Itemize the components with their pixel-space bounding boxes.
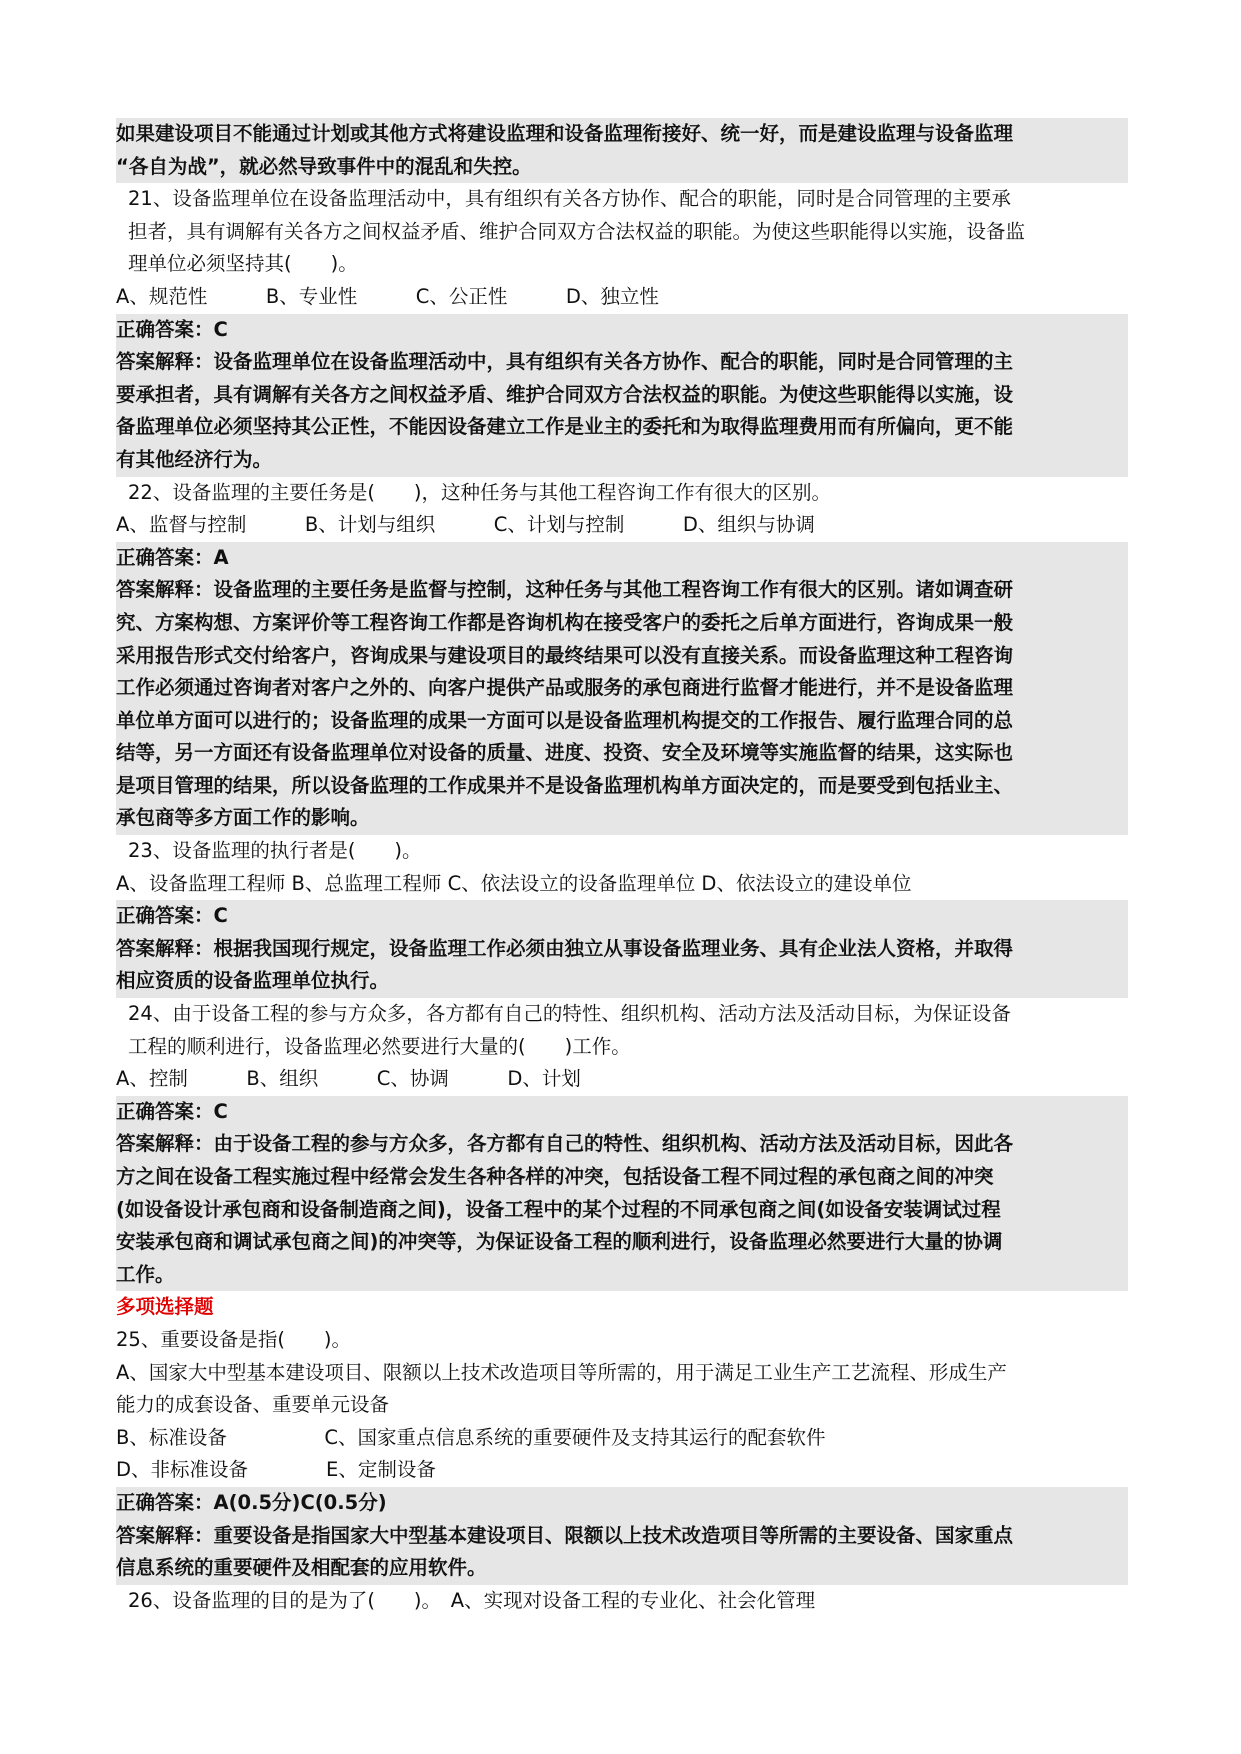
answer-explanation-line: “各自为战”，就必然导致事件中的混乱和失控。 — [116, 151, 1128, 184]
question-line: 24、由于设备工程的参与方众多，各方都有自己的特性、组织机构、活动方法及活动目标，为保证设备 — [128, 1002, 1011, 1026]
question-line: 担者，具有调解有关各方之间权益矛盾、维护合同双方合法权益的职能。为使这些职能得以实施，设备监 — [128, 219, 1026, 243]
answer-explanation-line: 信息系统的重要硬件及相配套的应用软件。 — [116, 1552, 1128, 1585]
question-line: 工程的顺利进行，设备监理必然要进行大量的( )工作。 — [128, 1034, 631, 1058]
correct-answer-block — [116, 542, 1128, 575]
options-block — [116, 281, 1128, 314]
answer-explanation-line: 答案解释：重要设备是指国家大中型基本建设项目、限额以上技术改造项目等所需的主要设备、国家重点 — [116, 1520, 1128, 1553]
answer-explanation-line: 安装承包商和调试承包商之间)的冲突等，为保证设备工程的顺利进行，设备监理必然要进行大量的协调 — [116, 1226, 1128, 1259]
options-line: D、非标准设备 E、定制设备 — [116, 1458, 436, 1482]
answer-explanation-block — [116, 118, 1128, 183]
answer-explanation-block — [116, 346, 1128, 476]
answer-explanation-block — [116, 574, 1128, 835]
question-line: 21、设备监理单位在设备监理活动中，具有组织有关各方协作、配合的职能，同时是合同管理的主要承 — [128, 187, 1011, 211]
answer-explanation-line: 采用报告形式交付给客户，咨询成果与建设项目的最终结果可以没有直接关系。而设备监理这种工程咨询 — [116, 640, 1128, 673]
question-line: 23、设备监理的执行者是( )。 — [128, 839, 422, 863]
question-block — [116, 183, 1128, 281]
exam-content — [116, 118, 1128, 1617]
options-line: B、标准设备 C、国家重点信息系统的重要硬件及支持其运行的配套软件 — [116, 1425, 826, 1449]
correct-answer-line: 正确答案：C — [116, 900, 1128, 933]
answer-explanation-block — [116, 1128, 1128, 1291]
options-block — [116, 1063, 1128, 1096]
question-line: 理单位必须坚持其( )。 — [128, 252, 358, 276]
answer-explanation-line: 承包商等多方面工作的影响。 — [116, 802, 1128, 835]
options-block — [116, 868, 1128, 901]
answer-explanation-line: (如设备设计承包商和设备制造商之间)，设备工程中的某个过程的不同承包商之间(如设备安装调试过程 — [116, 1194, 1128, 1227]
correct-answer-line: 正确答案：C — [116, 1096, 1128, 1129]
answer-explanation-line: 工作。 — [116, 1259, 1128, 1292]
options-line: 能力的成套设备、重要单元设备 — [116, 1393, 390, 1417]
correct-answer-block — [116, 314, 1128, 347]
answer-explanation-line: 工作必须通过咨询者对客户之外的、向客户提供产品或服务的承包商进行监督才能进行，并不是设备监理 — [116, 672, 1128, 705]
question-block — [116, 998, 1128, 1063]
answer-explanation-line: 答案解释：设备监理单位在设备监理活动中，具有组织有关各方协作、配合的职能，同时是合同管理的主 — [116, 346, 1128, 379]
answer-explanation-line: 究、方案构想、方案评价等工程咨询工作都是咨询机构在接受客户的委托之后单方面进行，咨询成果一般 — [116, 607, 1128, 640]
options-line: A、国家大中型基本建设项目、限额以上技术改造项目等所需的，用于满足工业生产工艺流程、形成生产 — [116, 1360, 1007, 1384]
question-line: 26、设备监理的目的是为了( )。 A、实现对设备工程的专业化、社会化管理 — [128, 1588, 816, 1612]
correct-answer-block — [116, 1487, 1128, 1520]
answer-explanation-line: 备监理单位必须坚持其公正性，不能因设备建立工作是业主的委托和为取得监理费用而有所偏向，更不能 — [116, 411, 1128, 444]
answer-explanation-line: 答案解释：根据我国现行规定，设备监理工作必须由独立从事设备监理业务、具有企业法人资格，并取得 — [116, 933, 1128, 966]
answer-explanation-line: 方之间在设备工程实施过程中经常会发生各种各样的冲突，包括设备工程不同过程的承包商之间的冲突 — [116, 1161, 1128, 1194]
correct-answer-block — [116, 900, 1128, 933]
answer-explanation-block — [116, 1520, 1128, 1585]
options-block — [116, 1357, 1128, 1487]
options-line: A、设备监理工程师 B、总监理工程师 C、依法设立的设备监理单位 D、依法设立的建设单位 — [116, 871, 912, 895]
answer-explanation-line: 如果建设项目不能通过计划或其他方式将建设监理和设备监理衔接好、统一好，而是建设监理与设备监理 — [116, 118, 1128, 151]
section-heading-line: 多项选择题 — [116, 1295, 214, 1319]
correct-answer-line: 正确答案：C — [116, 314, 1128, 347]
correct-answer-line: 正确答案：A — [116, 542, 1128, 575]
question-block — [116, 835, 1128, 868]
options-block — [116, 509, 1128, 542]
correct-answer-line: 正确答案：A(0.5分)C(0.5分) — [116, 1487, 1128, 1520]
correct-answer-block — [116, 1096, 1128, 1129]
answer-explanation-line: 有其他经济行为。 — [116, 444, 1128, 477]
answer-explanation-line: 是项目管理的结果，所以设备监理的工作成果并不是设备监理机构单方面决定的，而是要受到包括业主、 — [116, 770, 1128, 803]
answer-explanation-line: 结等，另一方面还有设备监理单位对设备的质量、进度、投资、安全及环境等实施监督的结果，这实际也 — [116, 737, 1128, 770]
answer-explanation-line: 答案解释：由于设备工程的参与方众多，各方都有自己的特性、组织机构、活动方法及活动目标，因此各 — [116, 1128, 1128, 1161]
answer-explanation-block — [116, 933, 1128, 998]
question-line: 22、设备监理的主要任务是( )，这种任务与其他工程咨询工作有很大的区别。 — [128, 480, 832, 504]
question-block — [116, 1585, 1128, 1618]
options-line: A、规范性 B、专业性 C、公正性 D、独立性 — [116, 284, 659, 308]
answer-explanation-line: 单位单方面可以进行的；设备监理的成果一方面可以是设备监理机构提交的工作报告、履行监理合同的总 — [116, 705, 1128, 738]
question-line: 25、重要设备是指( )。 — [116, 1327, 352, 1351]
answer-explanation-line: 答案解释：设备监理的主要任务是监督与控制，这种任务与其他工程咨询工作有很大的区别。诸如调查研 — [116, 574, 1128, 607]
answer-explanation-line: 相应资质的设备监理单位执行。 — [116, 965, 1128, 998]
question-block — [116, 1324, 1128, 1357]
section-heading-block — [116, 1291, 1128, 1324]
answer-explanation-line: 要承担者，具有调解有关各方之间权益矛盾、维护合同双方合法权益的职能。为使这些职能得以实施，设 — [116, 379, 1128, 412]
options-line: A、控制 B、组织 C、协调 D、计划 — [116, 1067, 581, 1091]
question-block — [116, 477, 1128, 510]
options-line: A、监督与控制 B、计划与组织 C、计划与控制 D、组织与协调 — [116, 513, 815, 537]
